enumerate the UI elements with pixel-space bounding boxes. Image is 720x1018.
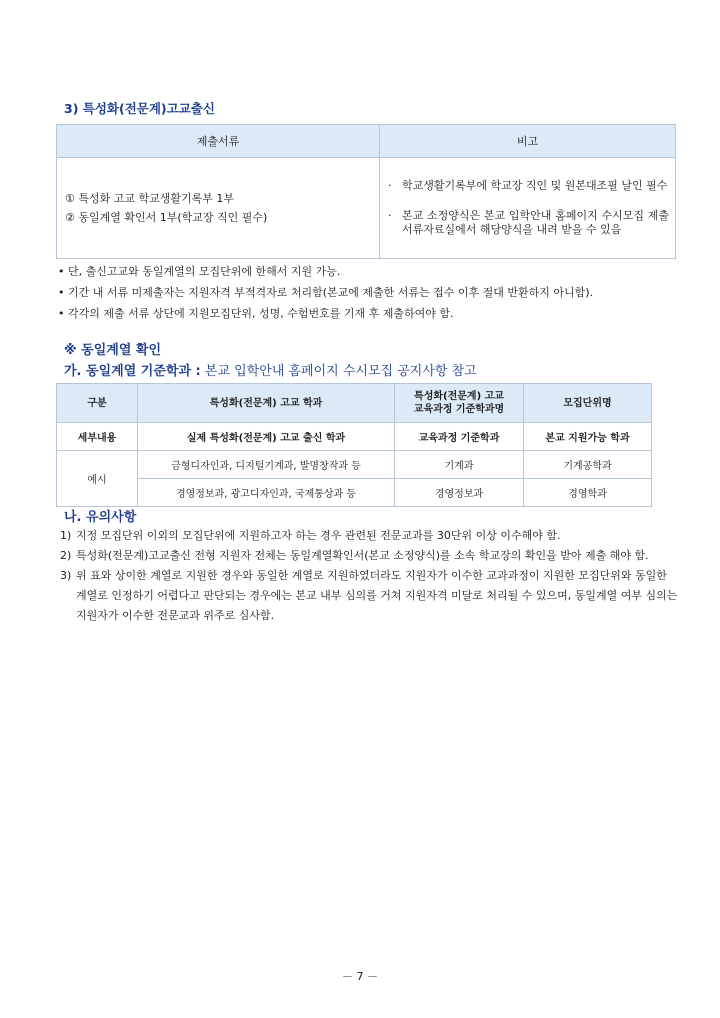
- table-header: 비고: [380, 125, 676, 158]
- note-text: 학교생활기록부에 학교장 직인 및 원본대조필 날인 필수: [402, 179, 668, 192]
- list-item: [58, 261, 698, 282]
- list-item: [60, 546, 680, 566]
- subheading-text: 본교 입학안내 홈페이지 수시모집 공지사항 참고: [204, 364, 477, 379]
- bullet-icon: •: [58, 286, 65, 299]
- cautions-list: [60, 526, 680, 626]
- table-cell: 경영학과: [524, 479, 652, 507]
- item-number: 3): [60, 569, 72, 582]
- item-text: 특성화(전문계)고교출신 전형 지원자 전체는 동일계열확인서(본교 소정양식)를 소속 학교장의 확인을 받아 제출 해야 함.: [76, 549, 649, 562]
- document-item: ① 특성화 고교 학교생활기록부 1부: [65, 192, 234, 205]
- document-item: ② 동일계열 확인서 1부(학교장 직인 필수): [65, 211, 268, 224]
- list-item-text: 각각의 제출 서류 상단에 지원모집단위, 성명, 수험번호를 기재 후 제출하여야 함.: [68, 307, 454, 320]
- table-header: [395, 384, 524, 423]
- header-line: 교육과정 기준학과명: [413, 404, 505, 415]
- notes-cell: [380, 158, 676, 259]
- list-item: [60, 566, 680, 626]
- table-cell: 금형디자인과, 디지털기계과, 발명창작과 등: [138, 451, 395, 479]
- table-cell: 기계공학과: [524, 451, 652, 479]
- table-cell: 세부내용: [57, 423, 138, 451]
- item-number: 1): [60, 529, 72, 542]
- same-field-subheading: [64, 360, 477, 379]
- note-item: [388, 179, 669, 193]
- table-cell: 경영정보과, 광고디자인과, 국제통상과 등: [138, 479, 395, 507]
- same-field-heading: ※ 동일계열 확인: [64, 343, 162, 358]
- section-title: 3) 특성화(전문계)고교출신: [64, 101, 215, 116]
- table-header: 구분: [57, 384, 138, 423]
- table-cell: 교육과정 기준학과: [395, 423, 524, 451]
- table-cell: 경영정보과: [395, 479, 524, 507]
- table-row: [57, 423, 652, 451]
- cautions-heading: 나. 유의사항: [64, 510, 137, 525]
- bullet-icon: ·: [388, 179, 392, 192]
- list-item-text: 기간 내 서류 미제출자는 지원자격 부적격자로 처리함(본교에 제출한 서류는 접수 이후 절대 반환하지 아니함).: [68, 286, 594, 299]
- bullet-list: [58, 261, 698, 324]
- subheading-label: 가. 동일계열 기준학과 :: [64, 364, 201, 379]
- table-header: 모집단위명: [524, 384, 652, 423]
- same-field-table: [56, 383, 652, 507]
- list-item: [58, 282, 698, 303]
- table-cell: 본교 지원가능 학과: [524, 423, 652, 451]
- list-item: [60, 526, 680, 546]
- table-header: 특성화(전문계) 고교 학과: [138, 384, 395, 423]
- table-header: 제출서류: [57, 125, 380, 158]
- item-text: 지정 모집단위 이외의 모집단위에 지원하고자 하는 경우 관련된 전문교과를 30단위 이상 이수해야 함.: [76, 529, 561, 542]
- list-item-text: 단, 출신고교와 동일계열의 모집단위에 한해서 지원 가능.: [68, 265, 341, 278]
- note-item: [388, 209, 669, 237]
- page-number: － 7 －: [342, 970, 378, 983]
- documents-cell: [57, 158, 380, 259]
- list-item: [58, 303, 698, 324]
- table-cell: 기계과: [395, 451, 524, 479]
- note-text: 본교 소정양식은 본교 입학안내 홈페이지 수시모집 제출서류자료실에서 해당양식을 내려 받을 수 있음: [402, 209, 669, 236]
- bullet-icon: ·: [388, 209, 392, 222]
- item-text: 위 표와 상이한 계열로 지원한 경우와 동일한 계열로 지원하였더라도 지원자가 이수한 교과과정이 지원한 모집단위와 동일한 계열로 인정하기 어렵다고 판단되는 경우에는 본교 내부 심의를 거쳐 지원자격 미달로 처리될 수 있으며, 동일계열 여부 심의는 지원자가 이수한 전문교과 위주로 심사함.: [76, 569, 678, 622]
- documents-table: [56, 124, 676, 259]
- table-row: [57, 451, 652, 479]
- item-number: 2): [60, 549, 72, 562]
- table-cell: 실제 특성화(전문계) 고교 출신 학과: [138, 423, 395, 451]
- table-cell: 예시: [57, 451, 138, 507]
- bullet-icon: •: [58, 307, 65, 320]
- header-line: 특성화(전문계) 고교: [414, 391, 504, 402]
- bullet-icon: •: [58, 265, 65, 278]
- table-row: [57, 479, 652, 507]
